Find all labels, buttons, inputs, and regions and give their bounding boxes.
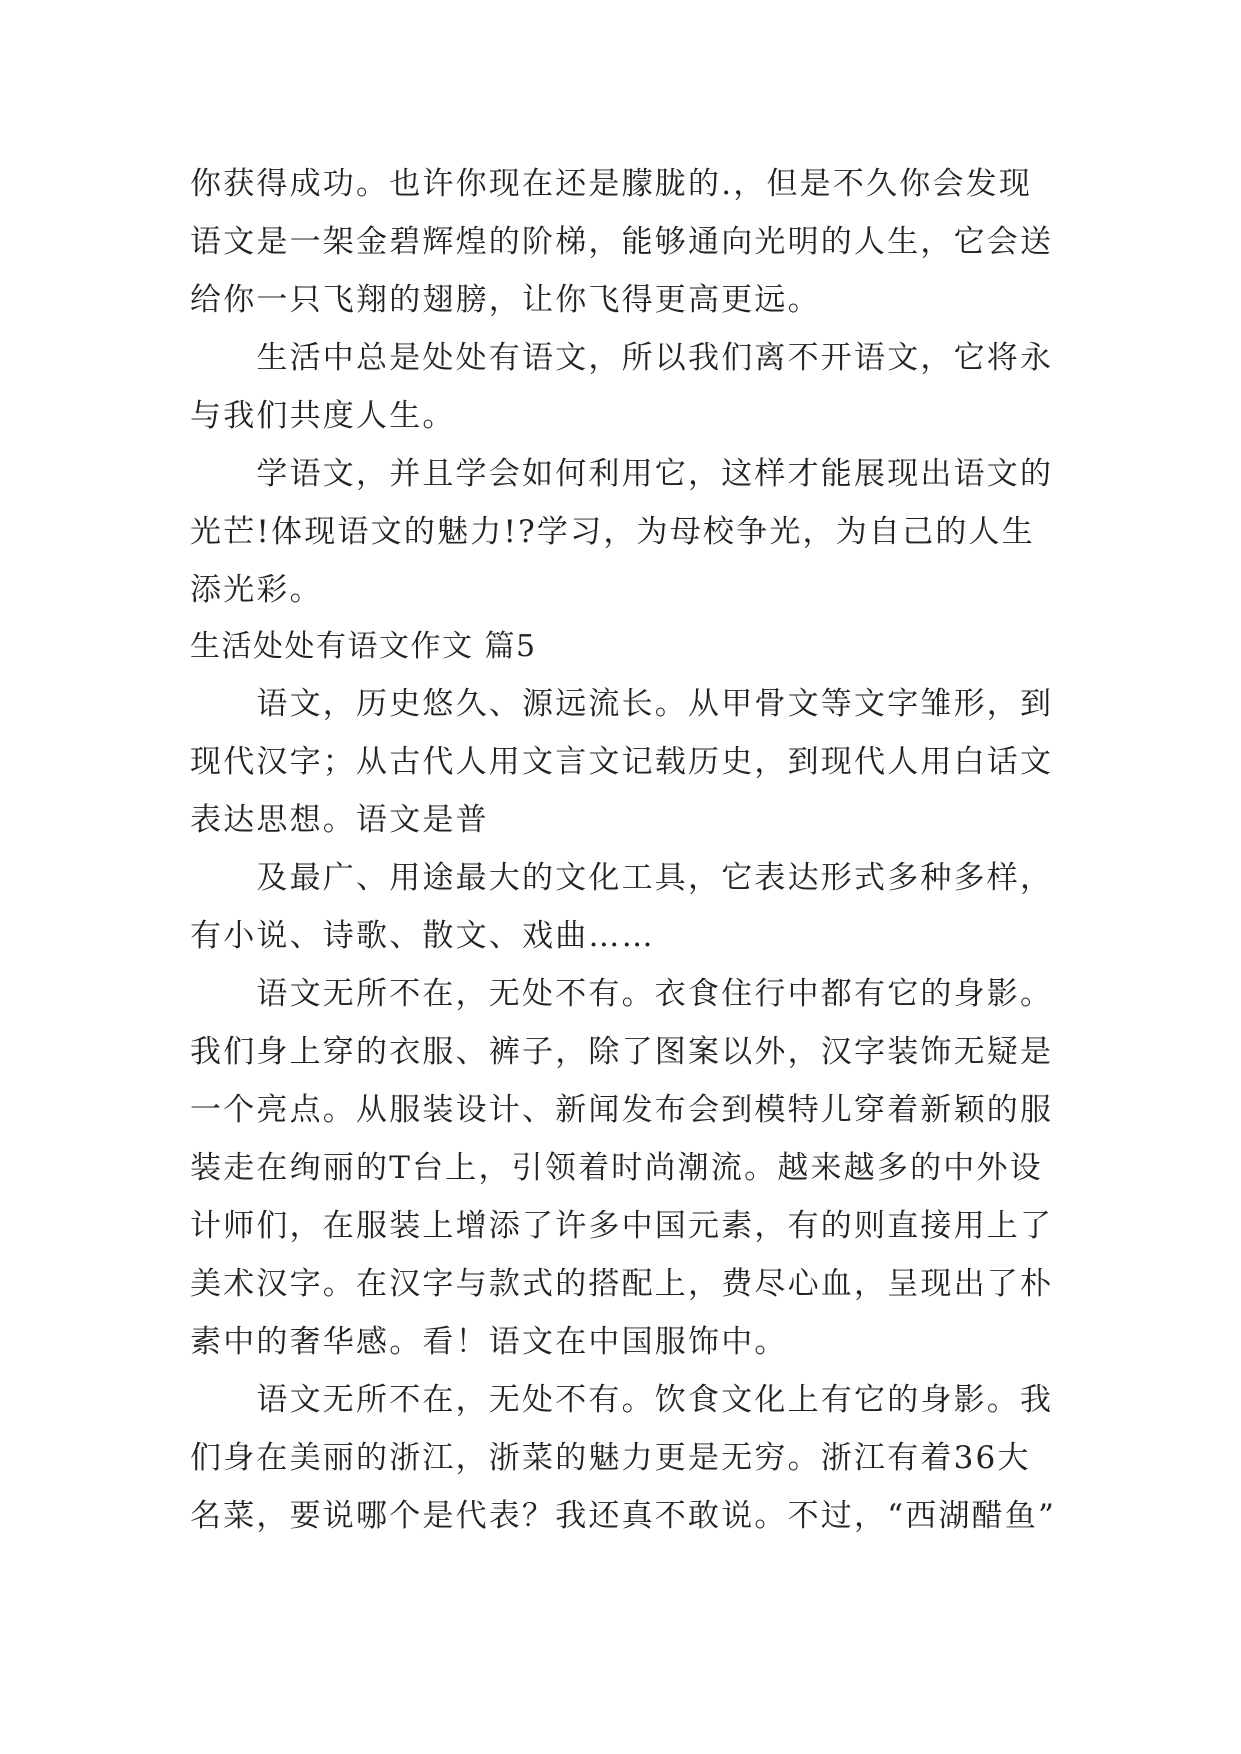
paragraph <box>190 675 1060 849</box>
text-line: 现代汉字；从古代人用文言文记载历史，到现代人用白话文 <box>190 744 1054 780</box>
text-line: 语文，历史悠久、源远流长。从甲骨文等文字雏形，到 <box>190 686 1054 722</box>
text-line: 生活中总是处处有语文，所以我们离不开语文，它将永 <box>190 340 1054 376</box>
text-line: 光芒!体现语文的魅力!?学习，为母校争光，为自己的人生 <box>190 514 1035 550</box>
paragraph <box>190 155 1060 329</box>
text-line: 语文无所不在，无处不有。衣食住行中都有它的身影。 <box>190 976 1054 1012</box>
text-line: 有小说、诗歌、散文、戏曲…… <box>190 918 655 954</box>
paragraph <box>190 849 1060 965</box>
text-line: 计师们，在服装上增添了许多中国元素，有的则直接用上了 <box>190 1208 1054 1244</box>
text-line: 素中的奢华感。看！语文在中国服饰中。 <box>190 1324 788 1360</box>
text-line: 学语文，并且学会如何利用它，这样才能展现出语文的 <box>190 456 1054 492</box>
section-heading: 生活处处有语文作文 篇5 <box>190 629 537 664</box>
paragraph <box>190 329 1060 445</box>
text-line: 表达思想。语文是普 <box>190 802 489 838</box>
text-line: 语文无所不在，无处不有。饮食文化上有它的身影。我 <box>190 1382 1054 1418</box>
text-line: 与我们共度人生。 <box>190 398 456 434</box>
text-line: 给你一只飞翔的翅膀，让你飞得更高更远。 <box>190 282 821 318</box>
text-line: 美术汉字。在汉字与款式的搭配上，费尽心血，呈现出了朴 <box>190 1266 1054 1302</box>
document-body <box>190 155 1060 1545</box>
text-line: 添光彩。 <box>190 572 323 608</box>
text-line: 及最广、用途最大的文化工具，它表达形式多种多样， <box>190 860 1054 896</box>
text-line: 你获得成功。也许你现在还是朦胧的.，但是不久你会发现 <box>190 166 1033 202</box>
paragraph <box>190 965 1060 1371</box>
paragraph <box>190 445 1060 619</box>
text-line: 们身在美丽的浙江，浙菜的魅力更是无穷。浙江有着36大 <box>190 1440 1031 1476</box>
text-line: 一个亮点。从服装设计、新闻发布会到模特儿穿着新颖的服 <box>190 1092 1054 1128</box>
text-line: 装走在绚丽的T台上，引领着时尚潮流。越来越多的中外设 <box>190 1150 1043 1186</box>
text-line: 我们身上穿的衣服、裤子，除了图案以外，汉字装饰无疑是 <box>190 1034 1054 1070</box>
paragraph <box>190 1371 1060 1545</box>
text-line: 语文是一架金碧辉煌的阶梯，能够通向光明的人生，它会送 <box>190 224 1054 260</box>
text-line: 名菜，要说哪个是代表？我还真不敢说。不过，“西湖醋鱼” <box>190 1498 1057 1534</box>
